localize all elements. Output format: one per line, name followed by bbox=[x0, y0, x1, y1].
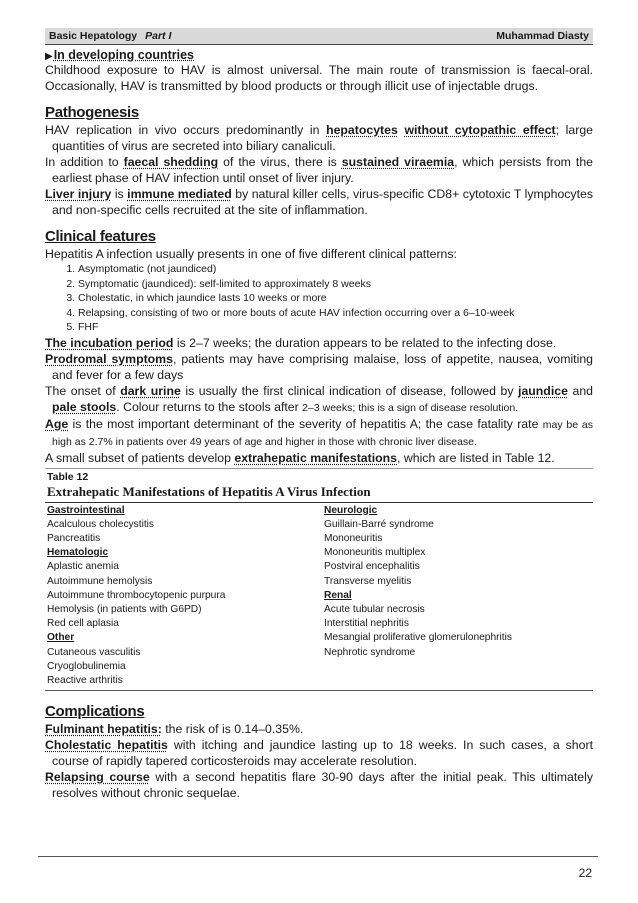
table-row: Aplastic anemia bbox=[47, 561, 119, 573]
table-12 bbox=[45, 468, 593, 692]
table-row: Transverse myelitis bbox=[323, 575, 412, 587]
header-left bbox=[49, 30, 171, 42]
term-age: Age bbox=[45, 416, 69, 431]
term-incubation-period: The incubation period bbox=[45, 335, 174, 350]
text-run: is the most important determinant of the severity of hepatitis A; the case fatality rate bbox=[68, 416, 543, 431]
subset-paragraph bbox=[45, 450, 593, 466]
developing-heading bbox=[45, 48, 593, 62]
pathogenesis-p1 bbox=[45, 122, 593, 154]
table-row: Acalculous cholecystitis bbox=[47, 518, 155, 530]
text-run: is bbox=[111, 187, 128, 201]
category-other: Other bbox=[47, 632, 75, 644]
table-title: Extrahepatic Manifestations of Hepatitis A Virus Infection bbox=[45, 484, 593, 503]
header-title: Basic Hepatology bbox=[49, 30, 138, 42]
table-row: Cutaneous vasculitis bbox=[47, 646, 141, 658]
table-row: Mesangial proliferative glomerulonephritis bbox=[323, 632, 512, 644]
table-row: Mononeuritis multiplex bbox=[323, 547, 426, 559]
cholestatic-paragraph bbox=[45, 737, 593, 769]
text-run: In addition to bbox=[45, 155, 124, 169]
developing-text: Childhood exposure to HAV is almost universal. The main route of transmission is faecal-oral. Occasionally, HAV is transmitted by blood products or through illicit use of injectable drugs. bbox=[45, 63, 593, 93]
text-run: of the virus, there is bbox=[218, 155, 342, 169]
pathogenesis-p3 bbox=[45, 186, 593, 218]
text-run: may be as high as 2.7% in patients over 49 years of age and higher in those with chronic liver disease. bbox=[52, 418, 593, 448]
term-jaundice: jaundice bbox=[518, 383, 568, 398]
text-run: , which are listed in Table 12. bbox=[397, 450, 555, 465]
table-caption: Table 12 bbox=[47, 470, 89, 483]
text-run: and bbox=[567, 383, 593, 398]
term-fulminant-hepatitis: Fulminant hepatitis: bbox=[45, 722, 162, 737]
term-dark-urine: dark urine bbox=[120, 383, 181, 398]
term-sustained-viraemia: sustained viraemia bbox=[341, 155, 455, 169]
term-liver-injury: Liver injury bbox=[45, 187, 112, 201]
term-relapsing-course: Relapsing course bbox=[45, 770, 150, 785]
text-run: 2–3 weeks; this is a sign of disease resolution. bbox=[302, 401, 519, 414]
clinical-patterns-list bbox=[45, 262, 593, 335]
table-row: Pancreatitis bbox=[47, 532, 101, 544]
table-row: Postviral encephalitis bbox=[323, 561, 420, 573]
fulminant-paragraph bbox=[45, 721, 593, 737]
term-without-cytopathic-effect: without cytopathic effect bbox=[404, 123, 556, 137]
table-row: Acute tubular necrosis bbox=[323, 603, 425, 615]
text-run: the risk of is 0.14–0.35%. bbox=[161, 722, 304, 737]
relapsing-paragraph bbox=[45, 769, 593, 801]
category-hematologic: Hematologic bbox=[47, 547, 109, 559]
text-run: by natural killer cells, virus-specific CD8+ cytotoxic T lymphocytes and non-specific cells recruited at the site of inflammation. bbox=[52, 187, 593, 217]
complications-heading: Complications bbox=[45, 703, 145, 721]
header-part: Part I bbox=[145, 30, 172, 42]
text-run: with itching and jaundice lasting up to 18 weeks. In such cases, a short course of rapidly tapered corticosteroids may accelerate resolution. bbox=[52, 738, 593, 769]
table-row: Red cell aplasia bbox=[47, 618, 119, 630]
list-item: 3. Cholestatic, in which jaundice lasts 10 weeks or more bbox=[78, 291, 593, 306]
category-neurologic: Neurologic bbox=[323, 504, 378, 516]
table-row: Hemolysis (in patients with G6PD) bbox=[47, 603, 202, 615]
list-item: 1. Asymptomatic (not jaundiced) bbox=[78, 262, 593, 277]
list-item: 2. Symptomatic (jaundiced): self-limited to approximately 8 weeks bbox=[78, 277, 593, 292]
table-row: Nephrotic syndrome bbox=[323, 646, 416, 658]
list-item: 5. FHF bbox=[78, 320, 593, 335]
table-left-column bbox=[47, 504, 324, 689]
table-right-column bbox=[324, 504, 591, 689]
term-pale-stools: pale stools bbox=[52, 399, 117, 414]
text-run: , which persists from the earliest phase of HAV infection until onset of liver injury. bbox=[52, 155, 594, 185]
text-run: , patients may have comprising malaise, loss of appetite, nausea, vomiting and fever for a few days bbox=[52, 351, 594, 382]
term-faecal-shedding: faecal shedding bbox=[123, 155, 219, 169]
table-row: Reactive arthritis bbox=[47, 674, 123, 686]
table-body bbox=[45, 503, 593, 691]
document-page bbox=[45, 28, 593, 801]
pathogenesis-p2 bbox=[45, 154, 593, 186]
text-run: is usually the first clinical indication of disease, followed by bbox=[180, 383, 519, 398]
text-run: ; large quantities of virus are secreted into biliary canaliculi. bbox=[52, 123, 593, 153]
footer-divider bbox=[38, 856, 598, 857]
pathogenesis-heading: Pathogenesis bbox=[45, 104, 139, 121]
text-run: with a second hepatitis flare 30-90 days after the initial peak. This ultimately resolves without chronic sequelae. bbox=[52, 770, 594, 801]
table-row: Autoimmune thrombocytopenic purpura bbox=[47, 589, 226, 601]
text-run: A small subset of patients develop bbox=[45, 450, 235, 465]
age-paragraph bbox=[45, 416, 593, 450]
prodromal-paragraph bbox=[45, 351, 593, 383]
page-header bbox=[45, 28, 593, 45]
category-gastrointestinal: Gastrointestinal bbox=[47, 504, 125, 516]
table-row: Interstitial nephritis bbox=[323, 618, 409, 630]
text-run: The onset of bbox=[45, 383, 121, 398]
term-extrahepatic-manifestations: extrahepatic manifestations bbox=[234, 450, 398, 465]
text-run: is 2–7 weeks; the duration appears to be related to the infecting dose. bbox=[173, 335, 557, 350]
incubation-paragraph bbox=[45, 335, 593, 351]
term-immune-mediated: immune mediated bbox=[127, 187, 232, 201]
category-renal: Renal bbox=[323, 589, 352, 601]
text-run: HAV replication in vivo occurs predominantly in bbox=[45, 123, 327, 137]
term-hepatocytes: hepatocytes bbox=[326, 123, 398, 137]
table-row: Autoimmune hemolysis bbox=[47, 575, 153, 587]
table-row: Cryoglobulinemia bbox=[47, 660, 126, 672]
table-row: Guillain-Barré syndrome bbox=[323, 518, 434, 530]
list-item: 4. Relapsing, consisting of two or more bouts of acute HAV infection occurring over a 6–10-week bbox=[78, 306, 593, 321]
text-run: . Colour returns to the stools after bbox=[116, 399, 303, 414]
clinical-heading: Clinical features bbox=[45, 228, 156, 245]
header-author: Muhammad Diasty bbox=[496, 30, 589, 42]
table-row: Mononeuritis bbox=[323, 532, 383, 544]
onset-paragraph bbox=[45, 383, 593, 416]
term-cholestatic-hepatitis: Cholestatic hepatitis bbox=[45, 738, 168, 753]
clinical-intro: Hepatitis A infection usually presents in one of five different clinical patterns: bbox=[45, 247, 457, 261]
page-number: 22 bbox=[578, 866, 592, 880]
developing-heading-text: In developing countries bbox=[53, 48, 194, 62]
triangle-bullet-icon: ▶ bbox=[45, 51, 53, 62]
term-prodromal-symptoms: Prodromal symptoms bbox=[45, 351, 173, 366]
